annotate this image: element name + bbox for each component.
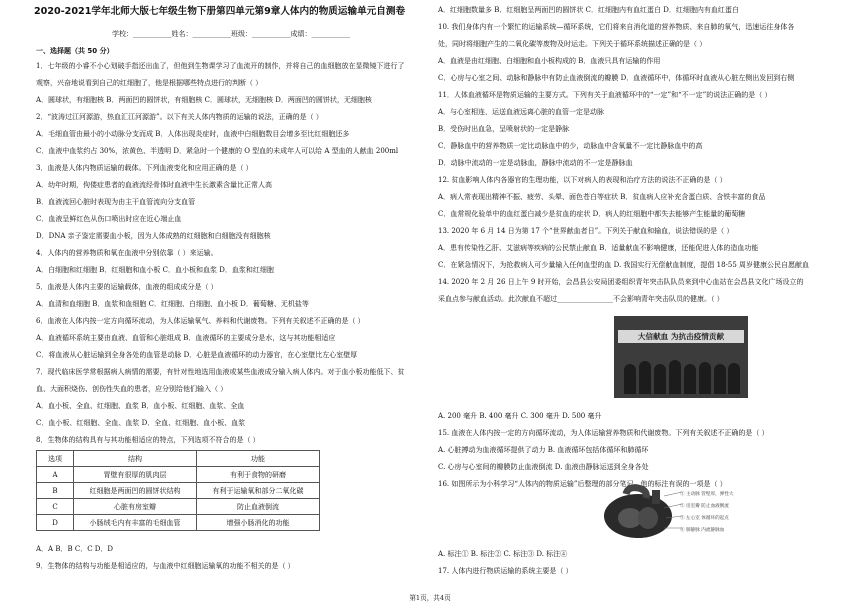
question-line: 6．血液在人体内按一定方向循环流动，为人体运输氧气、养料和代谢废物。下列有关叙述不正确的是（ ） — [36, 317, 365, 325]
table-cell: 心脏有房室瓣 — [74, 499, 197, 515]
student-info-line: 学校：___________姓名：___________班级：___________成绩：___________ — [112, 30, 350, 38]
question-line: 观察，兴奋地说看到自己的红细胞了，他是根据哪些特点进行的判断（ ） — [36, 79, 263, 87]
question-line: A．毛细血管由最小的小动脉分支而成 B．人体出现炎症时，血液中白细胞数目会增多至比红细胞还多 — [36, 130, 350, 138]
table-header-cell: 功能 — [197, 451, 320, 467]
question-line: 7．现代临床医学常根据病人病情的需要，有针对性地选用血液或某些血液成分输入病人体内。对于血小板功能低下、贫 — [36, 368, 405, 376]
table-cell: 有利于运输氧和部分二氧化碳 — [197, 483, 320, 499]
question-line: 采血点参与献血活动。此次献血不超过________________不会影响青年突击队员的健康。（ ） — [438, 295, 724, 303]
question-line: A．血清和血细胞 B．血浆和血细胞 C．红细胞、白细胞、血小板 D．葡萄糖、无机盐等 — [36, 300, 309, 308]
question-line: A. 标注① B. 标注② C. 标注③ D. 标注④ — [438, 550, 568, 558]
table-row — [37, 515, 320, 531]
question-line: 10. 我们身体内有一个繁忙的运输系统—循环系统，它们将来自消化道的营养物质、来自肺的氧气，迅速运往身体各 — [438, 23, 795, 31]
question-line: A．白细胞和红细胞 B．红细胞和血小板 C．血小板和血浆 D．血浆和红细胞 — [36, 266, 274, 274]
question-line: 15. 血液在人体内按一定的方向循环流动，为人体运输营养物质和代谢废物。下列有关叙述不正确的是（ ） — [438, 429, 769, 437]
table-cell: C — [37, 499, 74, 515]
question-line: 13. 2020 年 6 月 14 日为第 17 个“世界献血者日”。下列关于献血和输血，说法错误的是（ ） — [438, 227, 734, 235]
table-row — [37, 499, 320, 515]
question-line: A．与心室相连，运送血液远离心脏的血管一定是动脉 — [438, 108, 605, 116]
question-line: A．血小板、全血、红细胞、血浆 B．血小板、红细胞、血浆、全血 — [36, 402, 245, 410]
heart-label-1: ① 主动脉 管壁厚，弹性大 — [680, 492, 734, 497]
question-line: B．受伤时出血急，呈喷射状的一定是静脉 — [438, 125, 570, 133]
table-cell: B — [37, 483, 74, 499]
question-line: C．血小板、红细胞、全血、血浆 D．全血、红细胞、血小板、血浆 — [36, 419, 246, 427]
question-line: C．静脉血中的营养物质一定比动脉血中的少，动脉血中含氧量不一定比静脉血中的高 — [438, 142, 703, 150]
section-heading: 一、选择题（共 50 分） — [36, 47, 114, 55]
table-cell: D — [37, 515, 74, 531]
table-row — [37, 483, 320, 499]
question-line: A. 心脏搏动为血液循环提供了动力 B. 血液循环包括体循环和肺循环 — [438, 446, 649, 454]
question-line: D．动脉中流动的一定是动脉血，静脉中流动的不一定是静脉血 — [438, 159, 633, 167]
question-line: 5．血液是人体内主要的运输载体，血液的组成成分是（ ） — [36, 283, 218, 291]
question-line: C．血液中血浆约占 30%，浓黄色、半透明 D．紧急时一个健康的 O 型血的未成年人可以给 A 型血的人献血 200ml — [36, 147, 399, 155]
question-line: C．在紧急情况下，为抢救病人可少量输入任何血型的血 D. 我国实行无偿献血制度，提倡 18-55 周岁健康公民自愿献血 — [438, 261, 810, 269]
page-footer: 第1页，共4页 — [409, 594, 451, 602]
question-line: C．血液呈鲜红色从伤口喷出时应在近心端止血 — [36, 215, 182, 223]
photo-banner: 大信献血 为抗击疫情贡献 — [618, 330, 744, 343]
question-line: 3．血液是人体内物质运输的载体。下列血液变化和应用正确的是（ ） — [36, 164, 253, 172]
question-line: 16. 如图所示为小科学习“人体内的物质运输”后整理的部分笔记，他的标注有误的一项是（ ） — [438, 480, 727, 488]
table-header-cell: 选项 — [37, 451, 74, 467]
table-cell: 增强小肠消化的功能 — [197, 515, 320, 531]
question-line: 8．生物体的结构具有与其功能相适应的特点，下列选项不符合的是（ ） — [36, 436, 260, 444]
blood-donation-photo — [614, 316, 748, 398]
table-row — [37, 467, 320, 483]
table-cell: 胃壁有很厚的肌肉层 — [74, 467, 197, 483]
table-cell: 红细胞是两面凹的圆饼状结构 — [74, 483, 197, 499]
question-line: C．心房与心室之间、动脉和静脉中有防止血液倒流的瓣膜 D．血液循环中，体循环时血液从心脏左侧出发回到右侧 — [438, 74, 795, 82]
heart-label-4: ④ 肺静脉 内流静脉血 — [680, 528, 725, 533]
question-line: C．将血液从心脏运输到全身各处的血管是动脉 D．心脏是血液循环的动力器官，在心室壁比左心室壁厚 — [36, 351, 358, 359]
question-line: A．A B．B C．C D．D — [36, 545, 114, 553]
question-line: D．DNA 亲子鉴定需要血小板，因为人体成熟的红细胞和白细胞没有细胞核 — [36, 232, 271, 240]
question-line: 11．人体血液循环是物质运输的主要方式。下列有关于血液循环中的“一定”和“不一定”的说法正确的是（ ） — [438, 91, 772, 99]
question-line: A．病人常表现出精神不振、疲劳、头晕、面色苍白等症状 B．贫血病人应补充含蛋白质、含铁丰富的食品 — [438, 193, 766, 201]
table-cell: 有利于食物的研磨 — [197, 467, 320, 483]
question-line: C. 心房与心室间的瓣膜防止血液倒流 D. 血液由静脉运送到全身各处 — [438, 463, 649, 471]
question-line: A. 200 毫升 B. 400 毫升 C. 300 毫升 D. 500 毫升 — [438, 412, 602, 420]
right-column — [432, 0, 860, 608]
question-line: 14. 2020 年 2 月 26 日上午 9 时开始，会昌县公安局团委组织青年突击队队员来到中心血站在会昌县文化广场设立的 — [438, 278, 804, 286]
heart-label-3: ③ 左心室 体循环的起点 — [680, 516, 729, 521]
question-line: 4．人体内的营养物质和氧在血液中分别依靠（ ）来运输。 — [36, 249, 218, 257]
question-line: 血、大面积烧伤、创伤性失血的患者，应分别给他们输入（ ） — [36, 385, 228, 393]
question-line: 处，同时将细胞产生的二氧化碳等废物及时运走。下列关于循环系统描述正确的是（ ） — [438, 40, 707, 48]
document-title: 2020-2021学年北师大版七年级生物下册第四单元第9章人体内的物质运输单元自测卷 — [34, 6, 406, 17]
question-line: A．圆球状，有细胞核 B．两面凹的圆饼状，有细胞核 C．圆球状，无细胞核 D．两面凹的圆饼状，无细胞核 — [36, 96, 372, 104]
question-line: A．患有传染性乙肝、艾滋病等疾病的公民禁止献血 B．适量献血不影响健康，还能促进人体的造血功能 — [438, 244, 759, 252]
question-line: A．幼年时期，佝偻症患者的血液流经骨体时血液中生长激素含量比正常人高 — [36, 181, 273, 189]
question-line: 2．“波涛过江河源游，热血汇江河源游”。以下有关人体内物质的运输的说法，正确的是（ ） — [36, 113, 323, 121]
question-line: A．血液循环系统主要由血液、血管和心脏组成 B．血液循环的主要成分是水，这与其功能相适应 — [36, 334, 336, 342]
question-line: A．血液是由红细胞、白细胞和血小板构成的 B．血液只具有运输的作用 — [438, 57, 661, 65]
question-line: B．血液流回心脏时表现为由主干血管流向分支血管 — [36, 198, 196, 206]
question-line: 17. 人体内进行物质运输的系统主要是（ ） — [438, 567, 573, 575]
heart-diagram — [582, 484, 694, 540]
people-silhouettes — [624, 352, 738, 394]
question-line: C．血常规化验单中的血红蛋白减少是贫血的症状 D．病人的红细胞中都失去能够产生能量的葡萄糖 — [438, 210, 746, 218]
table-cell: 小肠绒毛内有丰富的毛细血管 — [74, 515, 197, 531]
table-header-cell: 结构 — [74, 451, 197, 467]
table-cell: 防止血液倒流 — [197, 499, 320, 515]
question-line: A．红细胞数量多 B．红细胞呈两面凹的圆饼状 C．红细胞内有血红蛋白 D．红细胞内有血红蛋白 — [438, 6, 739, 14]
question-line: 1．七年级的小睿不小心划破手指还出血了，但他到生物课学习了血流开的制作，并将自己的血细胞放在显微镜下进行了 — [36, 62, 405, 70]
q8-table — [36, 450, 320, 531]
table-header-row — [37, 451, 320, 467]
table-cell: A — [37, 467, 74, 483]
heart-label-2: ② 房室瓣 防止血液倒流 — [680, 504, 729, 509]
left-column — [0, 0, 428, 608]
question-line: 12. 贫血影响人体内各器官的生理功能，以下对病人的表现和治疗方法的说法不正确的是（ ） — [438, 176, 727, 184]
question-line: 9．生物体的结构与功能是相适应的，与血液中红细胞运输氧的功能不相关的是（ ） — [36, 562, 295, 570]
